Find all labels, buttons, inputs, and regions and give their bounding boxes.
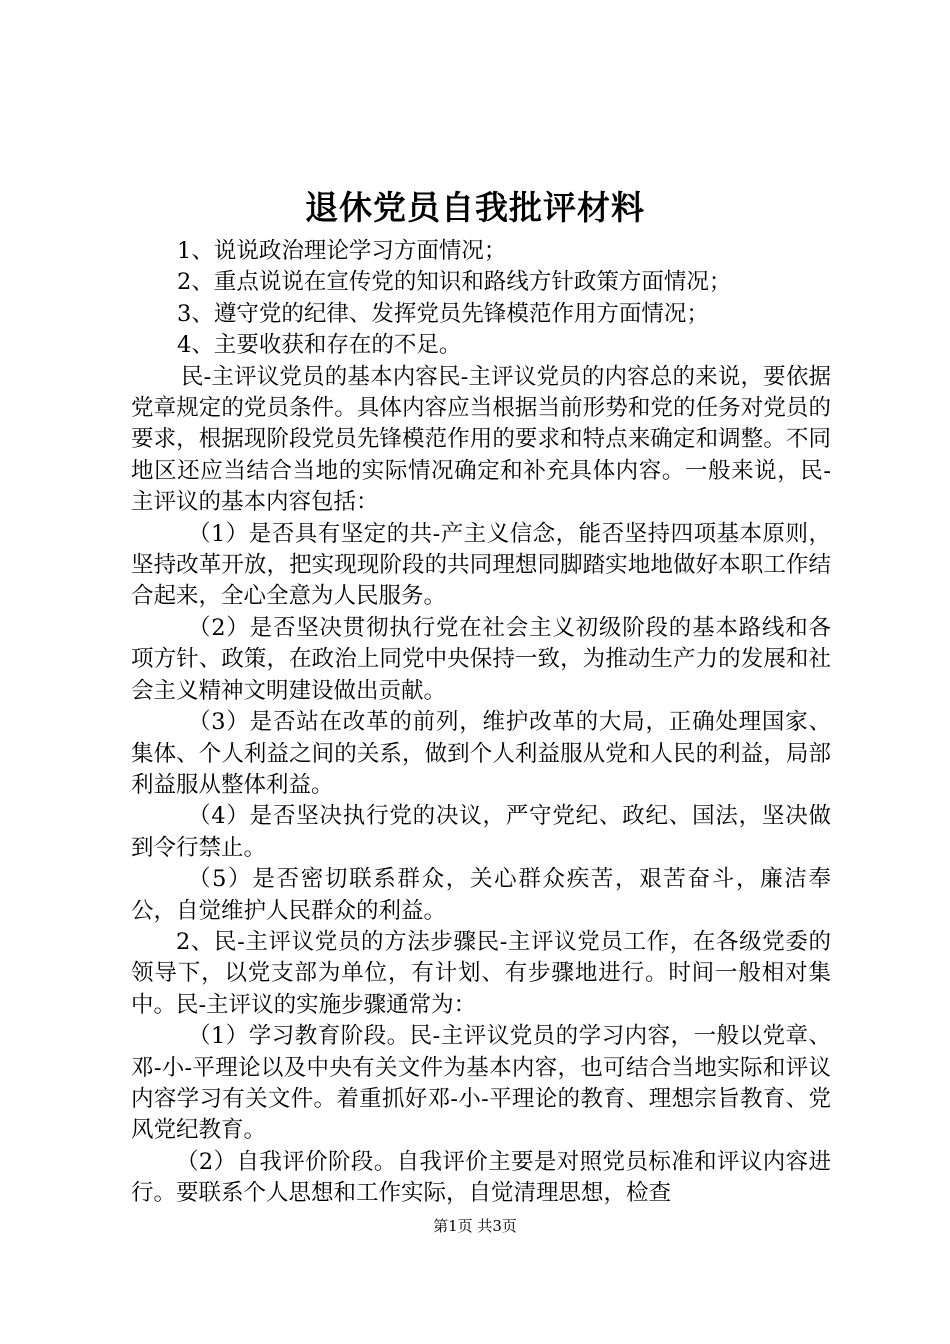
paragraph-step-2: （2）自我评价阶段。自我评价主要是对照党员标准和评议内容进行。要联系个人思想和工作实际，自觉清理思想，检查 — [131, 1148, 831, 1207]
list-item-3: 3、遵守党的纪律、发挥党员先锋模范作用方面情况； — [177, 300, 709, 327]
paragraph-method-steps: 2、民-主评议党员的方法步骤民-主评议党员工作，在各级党委的领导下，以党支部为单位，有计划、有步骤地进行。时间一般相对集中。民-主评议的实施步骤通常为： — [131, 928, 831, 1018]
paragraph-item-1: （1）是否具有坚定的共-产主义信念，能否坚持四项基本原则，坚持改革开放，把实现现阶段的共同理想同脚踏实地地做好本职工作结合起来，全心全意为人民服务。 — [131, 520, 831, 610]
paragraph-item-3: （3）是否站在改革的前列，维护改革的大局，正确处理国家、集体、个人利益之间的关系，做到个人利益服从党和人民的利益，局部利益服从整体利益。 — [131, 709, 831, 798]
list-item-2: 2、重点说说在宣传党的知识和路线方针政策方面情况； — [177, 269, 732, 296]
paragraph-item-4: （4）是否坚决执行党的决议，严守党纪、政纪、国法，坚决做到令行禁止。 — [131, 803, 831, 861]
paragraph-step-1: （1）学习教育阶段。民-主评议党员的学习内容，一般以党章、邓-小-平理论以及中央有关文件为基本内容，也可结合当地实际和评议内容学习有关文件。着重抓好邓-小-平理论的教育、理想宗旨教育、党风党纪教育。 — [131, 1023, 831, 1144]
paragraph-basic-content: 民-主评议党员的基本内容民-主评议党员的内容总的来说，要依据党章规定的党员条件。具体内容应当根据当前形势和党的任务对党员的要求，根据现阶段党员先锋模范作用的要求和特点来确定和调整。不同地区还应当结合当地的实际情况确定和补充具体内容。一般来说，民-主评议的基本内容包括： — [131, 363, 831, 516]
paragraph-item-2: （2）是否坚决贯彻执行党在社会主义初级阶段的基本路线和各项方针、政策，在政治上同党中央保持一致，为推动生产力的发展和社会主义精神文明建设做出贡献。 — [131, 614, 831, 704]
document-title: 退休党员自我批评材料 — [305, 188, 645, 227]
document-body — [131, 236, 831, 1210]
page-footer: 第1页 共3页 — [433, 1217, 517, 1235]
list-item-4: 4、主要收获和存在的不足。 — [177, 332, 462, 359]
list-item-1: 1、说说政治理论学习方面情况； — [177, 238, 507, 264]
paragraph-item-5: （5）是否密切联系群众，关心群众疾苦，艰苦奋斗，廉洁奉公，自觉维护人民群众的利益。 — [131, 866, 831, 924]
